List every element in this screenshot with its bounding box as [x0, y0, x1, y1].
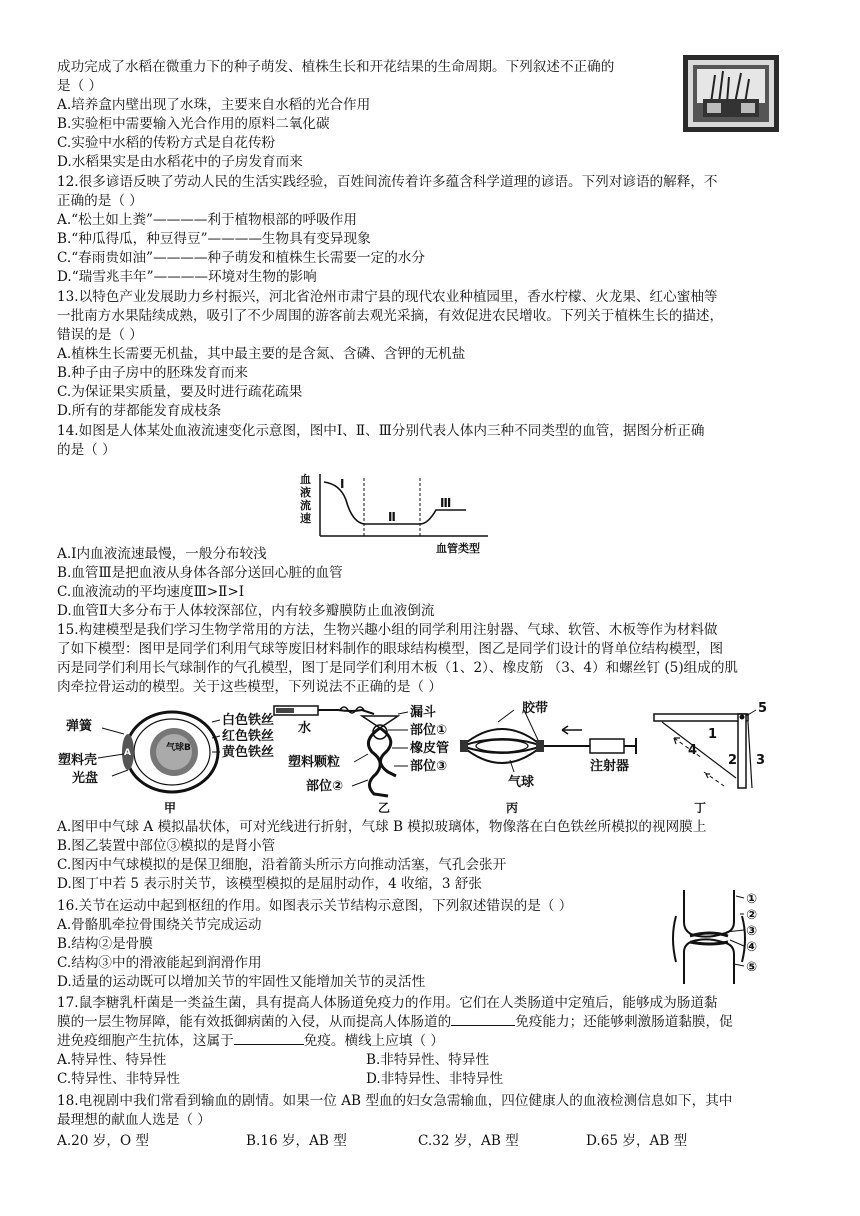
q13-stem-line2: 一批南方水果陆续成熟，吸引了不少周围的游客前去观光采摘，有效促进农民增收。下列关于植株生长的描述，: [57, 308, 724, 324]
blood-flow-speed-chart: [290, 470, 500, 560]
part2-label: 部位②: [306, 779, 344, 794]
q17-text: 膜的一层生物屏障，能有效抵御病菌的入侵，从而提高人体肠道的: [57, 1014, 452, 1030]
q15-option-d: D.图丁中若 5 表示肘关节，该模型模拟的是屈肘动作，4 收缩，3 舒张: [57, 876, 482, 892]
q18-stem-line2: 最理想的献血人选是（ ）: [57, 1112, 211, 1128]
q13-option-b: B.种子由子房中的胚珠发育而来: [57, 365, 249, 381]
q18-option-a: A.20 岁，O 型: [57, 1133, 150, 1149]
q12-option-c: C.“春雨贵如油”————种子萌发和植株生长需要一定的水分: [57, 250, 425, 266]
q14-option-a: A.Ⅰ内血液流速最慢，一般分布较浅: [57, 546, 267, 562]
q14-option-c: C.血液流动的平均速度Ⅲ>Ⅱ>Ⅰ: [57, 584, 245, 600]
q12-option-a: A.“松土如上粪”————利于植物根部的呼吸作用: [57, 212, 357, 228]
q17-stem-line3: [57, 1032, 444, 1050]
balloon-label: 气球: [508, 775, 535, 790]
label-3: 3: [756, 753, 766, 768]
muscle-bone-model-ding: [654, 701, 767, 815]
ylabel-char: 液: [300, 486, 311, 499]
caption-bing: 丙: [506, 801, 519, 815]
q17-option-d: D.非特异性、非特异性: [366, 1071, 504, 1087]
q17-text: 免疫能力；还能够刺激肠道黏膜，促: [515, 1014, 733, 1030]
answer-blank-2: [234, 1032, 304, 1045]
q17-option-c: C.特异性、非特异性: [57, 1071, 180, 1087]
q16-option-d: D.适量的运动既可以增加关节的牢固性又能增加关节的灵活性: [57, 974, 426, 990]
q11-option-c: C.实验中水稻的传粉方式是自花传粉: [57, 135, 276, 151]
q14-option-d: D.血管Ⅱ大多分布于人体较深部位，内有较多瓣膜防止血液倒流: [57, 603, 435, 619]
q13-stem-line1: 13.以特色产业发展助力乡村振兴，河北省沧州市肃宁县的现代农业种植园里，香水柠檬、火龙果、红心蜜柚等: [57, 289, 718, 305]
answer-blank-1: [451, 1013, 515, 1026]
q12-stem-line1: 12.很多谚语反映了劳动人民的生活实践经验，百姓间流传着许多蕴含科学道理的谚语。下列对谚语的解释，不: [57, 174, 718, 190]
q13-option-d: D.所有的芽都能发育成枝条: [57, 403, 222, 419]
q11-stem-line1: 成功完成了水稻在微重力下的种子萌发、植株生长和开花结果的生命周期。下列叙述不正确的: [57, 59, 615, 75]
q15-stem-line3: 丙是同学们利用长气球制作的气孔模型，图丁是同学们利用木板（1、2）、橡皮筋 （3、4）和螺丝钉 (5)组成的肌: [57, 660, 739, 676]
q15-stem-line1: 15.构建模型是我们学习生物学常用的方法，生物兴趣小组的同学利用注射器、气球、软管、木板等作为材料做: [57, 622, 718, 638]
q15-option-b: B.图乙装置中部位③模拟的是肾小管: [57, 838, 276, 854]
ylabel-char: 速: [300, 512, 311, 525]
q11-option-d: D.水稻果实是由水稻花中的子房发育而来: [57, 154, 303, 170]
disc-label: 光盘: [72, 771, 99, 786]
q15-stem-line2: 了如下模型：图甲是同学们利用气球等废旧材料制作的眼球结构模型，图乙是同学们设计的肾单位结构模型，图: [57, 641, 724, 657]
rice-experiment-photo: [683, 55, 779, 132]
q14-option-b: B.血管Ⅲ是把血液从身体各部分送回心脏的血管: [57, 565, 343, 581]
q17-option-a: A.特异性、特异性: [57, 1052, 167, 1068]
q16-stem: 16.关节在运动中起到枢纽的作用。如图表示关节结构示意图，下列叙述错误的是（ ）: [57, 898, 573, 914]
q13-option-a: A.植株生长需要无机盐，其中最主要的是含氮、含磷、含钾的无机盐: [57, 346, 466, 362]
part1-label: 部位①: [410, 723, 448, 738]
white-wire-label: 白色铁丝: [222, 713, 275, 728]
label-2: 2: [728, 753, 738, 768]
q18-stem-line1: 18.电视剧中我们常看到输血的剧情。如果一位 AB 型血的妇女急需输血，四位健康人的血液检测信息如下，其中: [57, 1093, 733, 1109]
part3-label: 部位③: [410, 759, 448, 774]
q18-option-b: B.16 岁，AB 型: [246, 1133, 347, 1149]
water-label: 水: [298, 721, 312, 736]
joint-label-3: ③: [746, 924, 758, 939]
region-label: Ⅰ: [340, 477, 345, 491]
joint-label-1: ①: [746, 892, 758, 907]
caption-ding: 丁: [694, 801, 707, 815]
q11-option-a: A.培养盒内壁出现了水珠，主要来自水稻的光合作用: [57, 97, 371, 113]
nephron-model-yi: [274, 704, 449, 815]
ylabel-char: 血: [300, 473, 311, 486]
q17-text: 进免疫细胞产生抗体，这属于: [57, 1033, 234, 1049]
balloon-b-label: 气球B: [166, 743, 191, 753]
region-label: Ⅲ: [440, 496, 452, 510]
model-figures: [58, 700, 792, 818]
q17-stem-line1: 17.鼠李糖乳杆菌是一类益生菌，具有提高人体肠道免疫力的作用。它们在人类肠道中定殖后，能够成为肠道黏: [57, 995, 718, 1011]
ylabel-char: 流: [300, 499, 311, 512]
q12-option-d: D.“瑞雪兆丰年”————环境对生物的影响: [57, 269, 317, 285]
joint-label-4: ④: [746, 940, 758, 955]
q17-text: 免疫。横线上应填（ ）: [303, 1033, 444, 1049]
q12-option-b: B.“种瓜得瓜，种豆得豆”————生物具有变异现象: [57, 231, 371, 247]
q16-option-c: C.结构③中的滑液能起到润滑作用: [57, 955, 262, 971]
plastic-shell-label: 塑料壳: [58, 753, 98, 768]
red-wire-label: 红色铁丝: [222, 729, 275, 744]
eye-model-jia: [58, 712, 274, 815]
plastic-particles-label: 塑料颗粒: [288, 755, 341, 770]
q11-stem-line2: 是（ ）: [57, 78, 103, 94]
caption-jia: 甲: [164, 801, 177, 815]
q15-stem-line4: 肉牵拉骨运动的模型。关于这些模型，下列说法不正确的是（ ）: [57, 679, 442, 695]
label-4: 4: [688, 743, 698, 758]
q14-stem-line2: 的是（ ）: [57, 442, 116, 458]
q15-option-a: A.图甲中气球 A 模拟晶状体，可对光线进行折射，气球 B 模拟玻璃体，物像落在白色铁丝所模拟的视网膜上: [57, 819, 707, 835]
q17-stem-line2: [57, 1013, 733, 1031]
q13-option-c: C.为保证果实质量，要及时进行疏花疏果: [57, 384, 303, 400]
funnel-label: 漏斗: [410, 705, 437, 720]
yellow-wire-label: 黄色铁丝: [222, 745, 275, 760]
rubber-tube-label: 橡皮管: [410, 741, 450, 756]
syringe-label: 注射器: [590, 759, 630, 774]
caption-yi: 乙: [378, 801, 391, 815]
label-5: 5: [758, 701, 768, 716]
q11-option-b: B.实验柜中需要输入光合作用的原料二氧化碳: [57, 116, 330, 132]
q14-stem-line1: 14.如图是人体某处血液流速变化示意图，图中Ⅰ、Ⅱ、Ⅲ分别代表人体内三种不同类型的血管，据图分析正确: [57, 423, 705, 439]
q16-option-a: A.骨骼肌牵拉骨围绕关节完成运动: [57, 917, 262, 933]
label-1: 1: [708, 727, 718, 742]
tape-label: 胶带: [522, 701, 549, 716]
q16-option-b: B.结构②是骨膜: [57, 936, 153, 952]
joint-structure-figure: [670, 886, 780, 988]
stoma-model-bing: [460, 700, 636, 815]
balloon-a-label: A: [124, 748, 131, 758]
spring-label: 弹簧: [66, 719, 93, 734]
q13-stem-line3: 错误的是（ ）: [57, 327, 143, 343]
x-axis-label: 血管类型: [436, 542, 480, 555]
q18-option-d: D.65 岁，AB 型: [586, 1133, 688, 1149]
q17-option-b: B.非特异性、特异性: [366, 1052, 490, 1068]
region-label: Ⅱ: [388, 510, 396, 524]
joint-label-2: ②: [746, 908, 758, 923]
q15-option-c: C.图丙中气球模拟的是保卫细胞，沿着箭头所示方向推动活塞，气孔会张开: [57, 857, 507, 873]
q18-option-c: C.32 岁，AB 型: [418, 1133, 519, 1149]
joint-label-5: ⑤: [746, 960, 758, 975]
q12-stem-line2: 正确的是（ ）: [57, 193, 143, 209]
